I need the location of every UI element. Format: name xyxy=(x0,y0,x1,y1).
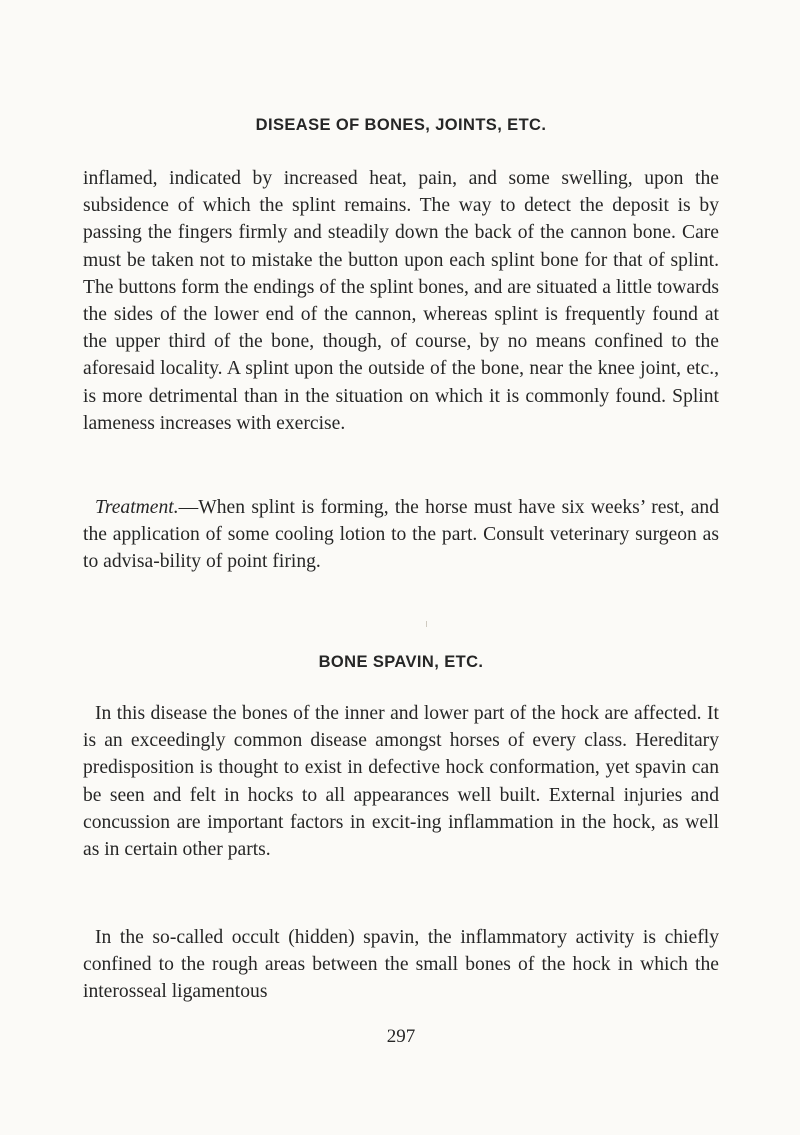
treatment-text: —When splint is forming, the horse must have six weeks’ rest, and the application of some cooling lotion to the part. Consult veterinary surgeon as to advisa-bility of point firing. xyxy=(83,497,719,573)
paragraph-occult-spavin: In the so-called occult (hidden) spavin, the inflammatory activity is chiefly confined to the rough areas between the small bones of the hock in which the interosseal ligamentous xyxy=(83,927,719,1003)
paragraph-spavin-intro: In this disease the bones of the inner and lower part of the hock are affected. It is an exceedingly common disease amongst horses of every class. Hereditary predisposition is thought to exist in defective hock conformation, yet spavin can be seen and felt in hocks to all appearances well built. External injuries and concussion are important factors in excit-ing inflammation in the hock, as well as in certain other parts. xyxy=(83,703,719,861)
page-number: 297 xyxy=(386,1026,416,1047)
page-blemish xyxy=(426,621,427,627)
treatment-label: Treatment. xyxy=(95,497,179,518)
book-page xyxy=(83,0,719,1135)
section-heading-bone-spavin: BONE SPAVIN, ETC. xyxy=(318,653,484,671)
paragraph-treatment xyxy=(83,494,719,576)
paragraph-splint-description: inflamed, indicated by increased heat, pain, and some swelling, upon the subsidence of which the splint remains. The way to detect the deposit is by passing the fingers firmly and steadily down the back of the cannon bone. Care must be taken not to mistake the button upon each splint bone for that of splint. The buttons form the endings of the splint bones, and are situated a little towards the sides of the lower end of the cannon, whereas splint is frequently found at the upper third of the bone, though, of course, by no means confined to the aforesaid locality. A splint upon the outside of the bone, near the knee joint, etc., is more detrimental than in the situation on which it is commonly found. Splint lameness increases with exercise. xyxy=(83,168,719,434)
running-head: DISEASE OF BONES, JOINTS, ETC. xyxy=(255,116,547,134)
